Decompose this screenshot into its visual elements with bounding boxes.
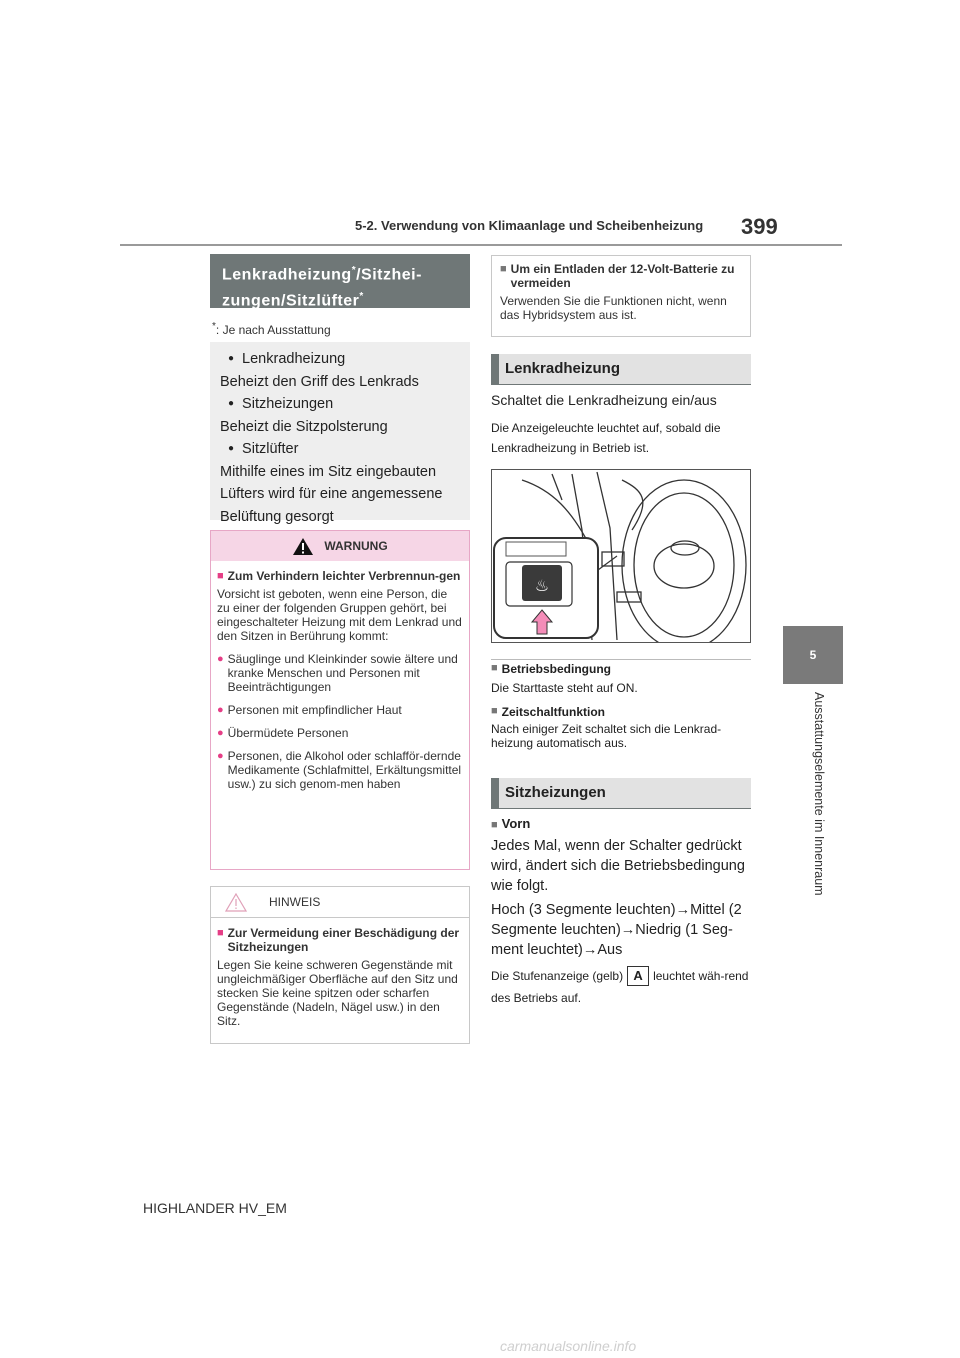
svg-text:♨: ♨: [534, 576, 550, 595]
list-item-text: Säuglinge und Kleinkinder sowie ältere und kranke Menschen und Personen mit Beeinträchtigungen: [227, 652, 458, 694]
chapter-tab-label: Ausstattungselemente im Innenraum: [812, 692, 826, 896]
section-title-seat: Sitzheizungen: [491, 778, 751, 808]
steering-instruction: Schaltet die Lenkradheizung ein/aus: [491, 392, 717, 408]
timer-text: Nach einiger Zeit schaltet sich die Lenkrad-heizung automatisch aus.: [491, 722, 722, 750]
indicator-text-after: leuchtet wäh-rend des Betriebs auf.: [491, 969, 749, 1005]
notice-subheading: Zur Vermeidung einer Beschädigung der Sitzheizungen: [227, 926, 460, 954]
asterisk: *: [359, 291, 364, 303]
section-header-title: 5-2. Verwendung von Klimaanlage und Scheibenheizung: [355, 218, 704, 233]
feature-desc: Beheizt die Sitzpolsterung: [220, 418, 388, 435]
pink-dot-icon: ●: [217, 704, 224, 716]
feature-name: ● Lenkradheizung: [220, 348, 460, 371]
front-heading-text: Vorn: [501, 816, 531, 831]
callout-a-badge: A: [627, 966, 649, 986]
level-sequence: Hoch (3 Segmente leuchten)→Mittel (2 Segmente leuchten)→Niedrig (1 Seg-ment leuchtet)→Aus: [491, 902, 742, 958]
section-underline: [491, 808, 751, 809]
title-part-steering: Lenkradheizung: [222, 266, 352, 284]
notice-box: [210, 886, 470, 1044]
square-bullet-icon: ■: [491, 819, 498, 831]
notice-text: Legen Sie keine schweren Gegenstände mit ungleichmäßiger Oberfläche auf den Sitz und stecken Sie keine spitzen oder scharfen Gegenstände (Nadeln, Nägel usw.) in den Sitz.: [217, 958, 458, 1028]
condition-text: Die Starttaste steht auf ON.: [491, 681, 638, 695]
warning-intro: Vorsicht ist geboten, wenn eine Person, die zu einer der folgenden Gruppen gehört, bei eingeschalteter Heizung mit dem Lenkrad und den Sitzen in Berührung kommt:: [217, 587, 462, 643]
list-item-text: Übermüdete Personen: [227, 726, 349, 740]
title-part-vent: zungen/Sitzlüfter: [222, 292, 360, 310]
warning-header: [211, 531, 469, 561]
square-bullet-icon: ■: [491, 705, 498, 717]
notice-title: HINWEIS: [269, 895, 321, 909]
front-text: Jedes Mal, wenn der Schalter gedrückt wird, ändert sich die Betriebsbedingung wie folgt.: [491, 838, 745, 894]
header-divider: [120, 244, 842, 246]
section-title-heating: [210, 254, 470, 308]
model-footer: HIGHLANDER HV_EM: [143, 1200, 287, 1216]
square-bullet-icon: ■: [491, 662, 498, 674]
feature-desc: Mithilfe eines im Sitz eingebauten Lüfters wird für eine angemessene Belüftung gesorgt: [220, 463, 443, 525]
warning-box: [210, 530, 470, 870]
asterisk: *: [351, 265, 357, 276]
list-item: [217, 652, 463, 694]
square-bullet-icon: ■: [500, 263, 507, 275]
timer-heading: Zeitschaltfunktion: [501, 705, 605, 719]
list-item: [217, 703, 463, 717]
warning-title: WARNUNG: [324, 539, 388, 553]
list-item-text: Personen mit empfindlicher Haut: [227, 703, 402, 717]
list-item: [217, 749, 463, 791]
indicator-text-before: Die Stufenanzeige (gelb): [491, 969, 624, 983]
pink-dot-icon: ●: [217, 653, 224, 665]
figure-divider: [491, 659, 751, 660]
list-item: [217, 726, 463, 740]
condition-block: [491, 662, 753, 750]
chapter-tab: [783, 626, 843, 684]
title-part-seat: /Sitzhei-: [356, 266, 422, 284]
footnote-mark: *: [212, 321, 216, 332]
indicator-note: [491, 965, 753, 1009]
page-number: 399: [741, 214, 778, 239]
battery-box: [491, 255, 751, 337]
warning-triangle-icon: [292, 537, 314, 556]
feature-name: ● Sitzlüfter: [220, 438, 460, 461]
feature-desc: Beheizt den Griff des Lenkrads: [220, 373, 419, 390]
battery-text: Verwenden Sie die Funktionen nicht, wenn das Hybridsystem aus ist.: [500, 294, 727, 322]
notice-header: [211, 887, 469, 918]
battery-subheading: Um ein Entladen der 12-Volt-Batterie zu vermeiden: [510, 262, 735, 290]
watermark: carmanualsonline.info: [500, 1338, 637, 1354]
footnote-text: : Je nach Ausstattung: [215, 323, 331, 337]
square-bullet-icon: ■: [217, 927, 224, 939]
pink-dot-icon: ●: [217, 750, 224, 762]
front-heading: [491, 816, 753, 831]
condition-heading: Betriebsbedingung: [501, 662, 611, 676]
steering-caption: Die Anzeigeleuchte leuchtet auf, sobald die Lenkradheizung in Betrieb ist.: [491, 421, 721, 455]
pink-dot-icon: ●: [217, 727, 224, 739]
feature-list: [210, 342, 470, 525]
caution-triangle-icon: [225, 893, 247, 912]
section-title-steering: Lenkradheizung: [491, 354, 751, 384]
square-bullet-icon: ■: [217, 570, 224, 582]
warning-subheading: Zum Verhindern leichter Verbrennun-gen: [227, 569, 461, 583]
section-underline: [491, 384, 751, 385]
chapter-number: 5: [809, 648, 817, 662]
list-item-text: Personen, die Alkohol oder schlafför-dernde Medikamente (Schlafmittel, Erkältungsmittel usw.) zu sich genom-men haben: [227, 749, 462, 791]
steering-wheel-illustration: [491, 469, 751, 643]
dashboard-drawing: [492, 470, 750, 642]
footnote: [212, 321, 331, 337]
feature-name: ● Sitzheizungen: [220, 393, 460, 416]
